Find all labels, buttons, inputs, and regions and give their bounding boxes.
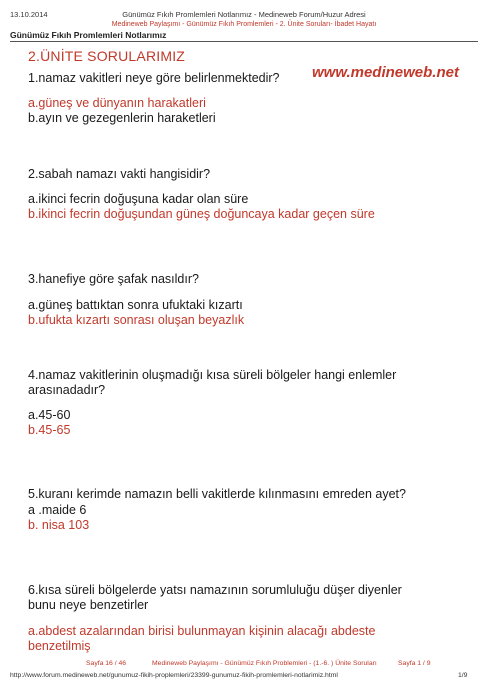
question-1: 1.namaz vakitleri neye göre belirlenmektedir? [28,71,280,85]
answer-2b: b.ikinci fecrin doğuşundan güneş doğuncaya kadar geçen süre [28,207,375,221]
question-6-line-2: bunu neye benzetirler [28,598,149,612]
answer-1b: b.ayın ve gezegenlerin haraketleri [28,111,216,125]
breadcrumb[interactable]: Medineweb Paylaşımı - Günümüz Fıkıh Promlemleri - 2. Ünite Soruları- İbadet Hayatı [111,21,377,28]
answer-3a: a.güneş battıktan sonra ufuktaki kızartı [28,298,243,312]
question-6-line-1: 6.kısa süreli bölgelerde yatsı namazının sorumluluğu düşer diyenler [28,583,402,597]
footer-center-title: Medineweb Paylaşımı - Günümüz Fıkıh Problemleri - (1.-6. ) Ünite Soruları [152,660,377,667]
brand-watermark: www.medineweb.net [312,64,459,81]
answer-6a-line-2: benzetilmiş [28,639,91,653]
question-5: 5.kuranı kerimde namazın belli vakitlerde kılınmasını emreden ayet? [28,487,406,501]
answer-4a: a.45-60 [28,408,71,422]
footer-page-section: Sayfa 1 / 9 [398,660,431,667]
answer-6a-line-1: a.abdest azalarından birisi bulunmayan kişinin alacağı abdeste [28,624,376,638]
print-date: 13.10.2014 [10,10,48,19]
answer-5b: b. nisa 103 [28,518,90,532]
answer-5a: a .maide 6 [28,503,87,517]
question-2: 2.sabah namazı vakti hangisidir? [28,167,211,181]
answer-2a: a.ikinci fecrin doğuşuna kadar olan süre [28,192,249,206]
question-4-line-1: 4.namaz vakitlerinin oluşmadığı kısa süreli bölgeler hangi enlemler [28,368,397,382]
question-4-line-2: arasınadadır? [28,383,106,397]
document-title: Günümüz Fıkıh Promlemleri Notlarımız - Medineweb Forum/Huzur Adresi [122,10,366,19]
footer-url[interactable]: http://www.forum.medineweb.net/gunumuz-fikih-proplemleri/23399-gunumuz-fikih-promlemleri-notlarimiz.html [10,672,338,679]
footer-page-total: Sayfa 16 / 46 [86,660,127,667]
answer-4b: b.45-65 [28,423,71,437]
answer-3b: b.ufukta kızartı sonrası oluşan beyazlık [28,313,245,327]
page-heading: 2.ÜNİTE SORULARIMIZ [28,48,186,64]
question-3: 3.hanefiye göre şafak nasıldır? [28,272,199,286]
answer-1a: a.güneş ve dünyanın harakatleri [28,96,206,110]
footer-page-count: 1/9 [458,672,468,679]
section-title: Günümüz Fıkıh Promlemleri Notlarımız [10,30,167,40]
header-divider [10,41,478,42]
